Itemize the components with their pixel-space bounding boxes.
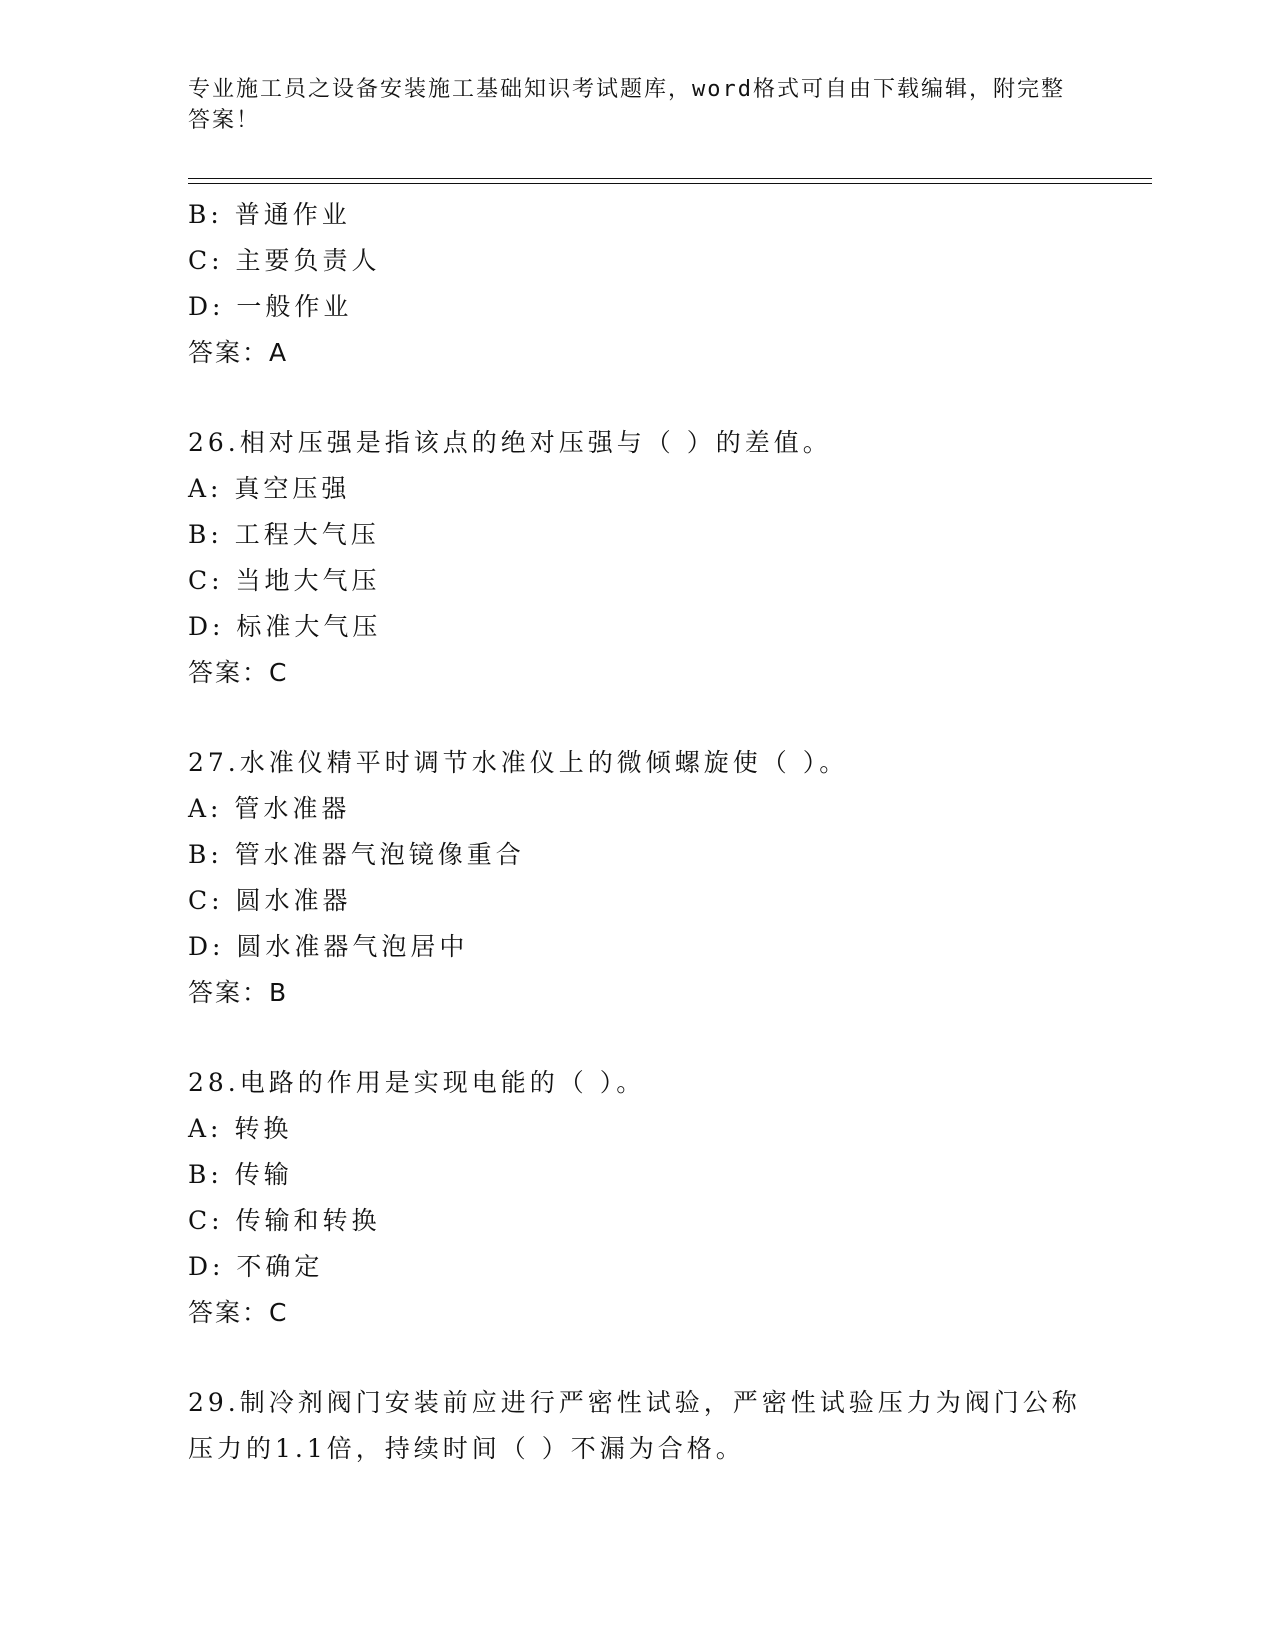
option-c: C: 主要负责人 [188, 246, 381, 275]
option-d: D: 不确定 [188, 1252, 324, 1281]
answer: 答案：C [188, 658, 289, 687]
question-text: 26.相对压强是指该点的绝对压强与（ ）的差值。 [188, 428, 832, 457]
answer: 答案：C [188, 1298, 289, 1327]
answer: 答案：B [188, 978, 289, 1007]
option-a: A: 真空压强 [188, 474, 351, 503]
option-b: B: 管水准器气泡镜像重合 [188, 840, 525, 869]
question-text: 28.电路的作用是实现电能的（ ）。 [188, 1068, 646, 1097]
option-c: C: 圆水准器 [188, 886, 352, 915]
answer: 答案：A [188, 338, 289, 367]
option-a: A: 管水准器 [188, 794, 351, 823]
question-text: 27.水准仪精平时调节水准仪上的微倾螺旋使（ ）。 [188, 748, 849, 777]
option-b: B: 工程大气压 [188, 520, 380, 549]
option-b: B: 普通作业 [188, 200, 351, 229]
option-b: B: 传输 [188, 1160, 293, 1189]
option-d: D: 圆水准器气泡居中 [188, 932, 469, 961]
option-a: A: 转换 [188, 1114, 293, 1143]
option-d: D: 一般作业 [188, 292, 353, 321]
question-text: 29.制冷剂阀门安装前应进行严密性试验，严密性试验压力为阀门公称压力的1.1倍，持续时间（ ）不漏为合格。 [188, 1388, 1081, 1463]
document-header: 专业施工员之设备安装施工基础知识考试题库，word格式可自由下载编辑，附完整答案！ [188, 77, 1065, 133]
header-rule-top [188, 178, 1152, 179]
header-rule-bottom [188, 183, 1152, 184]
option-c: C: 传输和转换 [188, 1206, 381, 1235]
option-c: C: 当地大气压 [188, 566, 381, 595]
option-d: D: 标准大气压 [188, 612, 382, 641]
question-content [188, 192, 1088, 1472]
